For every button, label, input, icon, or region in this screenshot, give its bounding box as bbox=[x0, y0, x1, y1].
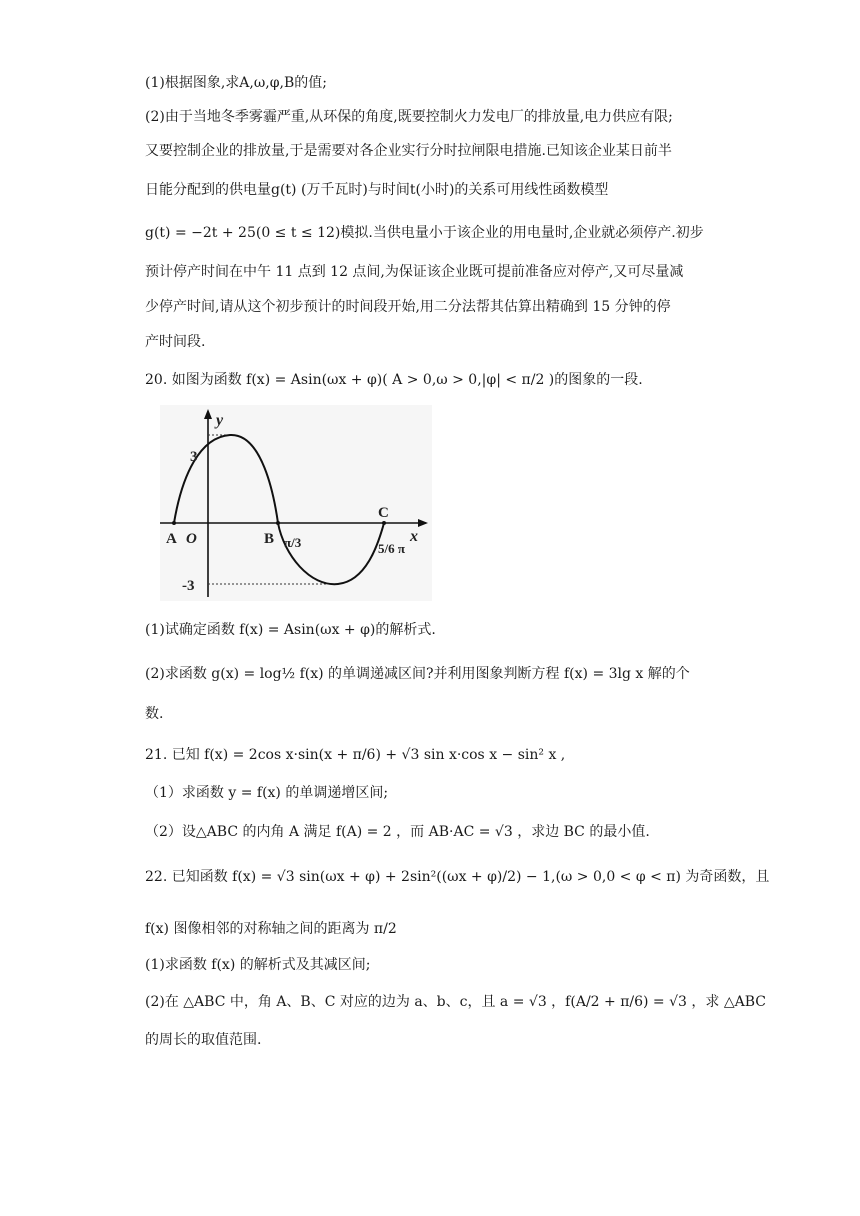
problem-21-stem: 21. 已知 f(x) = 2cos x·sin(x + π/6) + √3 sin x·cos x − sin² x , bbox=[145, 747, 566, 763]
label-a: A bbox=[166, 531, 177, 547]
text-line: f(x) 图像相邻的对称轴之间的距离为 π/2 bbox=[145, 921, 397, 937]
text-line: (1)求函数 f(x) 的解析式及其减区间; bbox=[145, 957, 371, 973]
sine-graph-svg bbox=[160, 405, 432, 601]
label-c: C bbox=[378, 505, 389, 521]
text-line: 产时间段. bbox=[145, 334, 206, 350]
text-line: (1)根据图象,求A,ω,φ,B的值; bbox=[145, 75, 327, 91]
problem-22-stem: 22. 已知函数 f(x) = √3 sin(ωx + φ) + 2sin²((ωx + φ)/2) − 1,(ω > 0,0 < φ < π) 为奇函数，且 bbox=[145, 869, 770, 885]
text-line: （1）求函数 y = f(x) 的单调递增区间; bbox=[145, 785, 389, 801]
sine-graph-figure bbox=[160, 405, 432, 601]
label-pi-over-3: π/3 bbox=[284, 535, 302, 550]
point-a bbox=[172, 521, 176, 525]
tick-label-neg3: -3 bbox=[182, 578, 195, 594]
label-o: O bbox=[186, 531, 197, 547]
point-c bbox=[382, 521, 386, 525]
text-line: g(t) = −2t + 25(0 ≤ t ≤ 12)模拟.当供电量小于该企业的用电量时,企业就必须停产.初步 bbox=[145, 225, 704, 241]
text-line: 又要控制企业的排放量,于是需要对各企业实行分时拉闸限电措施.已知该企业某日前半 bbox=[145, 143, 672, 159]
text-line: （2）设△ABC 的内角 A 满足 f(A) = 2 ，而 AB·AC = √3 ，求边 BC 的最小值. bbox=[145, 824, 650, 840]
tick-label-3: 3 bbox=[190, 449, 198, 465]
y-axis-arrow-icon bbox=[204, 409, 212, 419]
text-line: 预计停产时间在中午 11 点到 12 点间,为保证该企业既可提前准备应对停产,又可尽量减 bbox=[145, 264, 684, 280]
x-axis-arrow-icon bbox=[418, 519, 428, 527]
text-line: (2)由于当地冬季雾霾严重,从环保的角度,既要控制火力发电厂的排放量,电力供应有限; bbox=[145, 109, 673, 125]
text-line: 日能分配到的供电量g(t) (万千瓦时)与时间t(小时)的关系可用线性函数模型 bbox=[145, 182, 609, 198]
text-line: 数. bbox=[145, 706, 164, 722]
label-five-sixths-pi: 5/6 π bbox=[378, 541, 405, 556]
sine-curve bbox=[174, 435, 384, 584]
text-line: 少停产时间,请从这个初步预计的时间段开始,用二分法帮其估算出精确到 15 分钟的停 bbox=[145, 299, 671, 315]
x-axis-label: x bbox=[410, 528, 418, 545]
text-line: (1)试确定函数 f(x) = Asin(ωx + φ)的解析式. bbox=[145, 622, 436, 638]
text-line: 的周长的取值范围. bbox=[145, 1032, 262, 1048]
text-line: (2)求函数 g(x) = log½ f(x) 的单调递减区间?并利用图象判断方程 f(x) = 3lg x 解的个 bbox=[145, 666, 690, 682]
y-axis-label: y bbox=[216, 412, 224, 429]
point-b bbox=[276, 521, 280, 525]
label-b: B bbox=[264, 531, 275, 547]
text-line: (2)在 △ABC 中，角 A、B、C 对应的边为 a、b、c，且 a = √3 ，f(A/2 + π/6) = √3 ，求 △ABC bbox=[145, 994, 766, 1010]
problem-20-stem: 20. 如图为函数 f(x) = Asin(ωx + φ)( A > 0,ω > 0,|φ| < π/2 )的图象的一段. bbox=[145, 372, 643, 388]
